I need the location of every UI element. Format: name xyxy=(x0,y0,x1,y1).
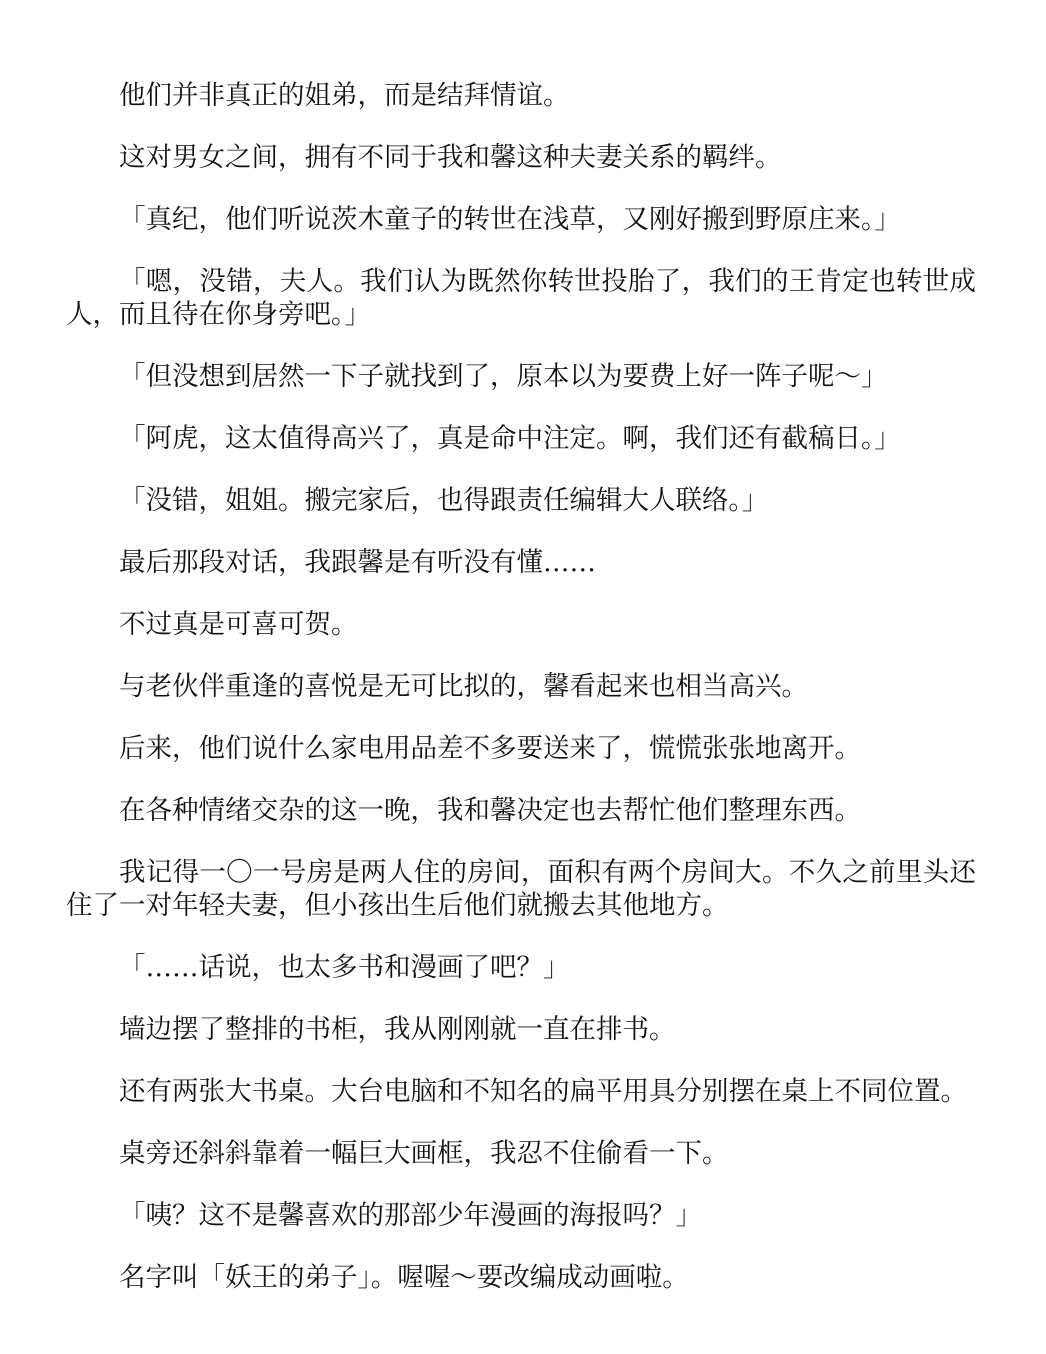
paragraph: 在各种情绪交杂的这一晚，我和馨决定也去帮忙他们整理东西。 xyxy=(119,795,861,826)
paragraph: 「咦？这不是馨喜欢的那部少年漫画的海报吗？」 xyxy=(119,1200,702,1231)
paragraph: 「……话说，也太多书和漫画了吧？」 xyxy=(119,952,570,983)
paragraph: 「真纪，他们听说茨木童子的转世在浅草，又刚好搬到野原庄来。」 xyxy=(119,204,901,235)
paragraph: 不过真是可喜可贺。 xyxy=(119,609,358,640)
paragraph: 他们并非真正的姐弟，而是结拜情谊。 xyxy=(119,80,570,111)
paragraph: 最后那段对话，我跟馨是有听没有懂…… xyxy=(119,547,596,578)
paragraph: 还有两张大书桌。大台电脑和不知名的扁平用具分别摆在桌上不同位置。 xyxy=(119,1076,967,1107)
paragraph: 「嗯，没错，夫人。我们认为既然你转世投胎了，我们的王肯定也转世成人，而且待在你身旁吧。」 xyxy=(66,266,976,330)
paragraph: 这对男女之间，拥有不同于我和馨这种夫妻关系的羁绊。 xyxy=(119,142,782,173)
paragraph: 后来，他们说什么家电用品差不多要送来了，慌慌张张地离开。 xyxy=(119,733,861,764)
document-page xyxy=(66,79,976,1323)
paragraph: 与老伙伴重逢的喜悦是无可比拟的，馨看起来也相当高兴。 xyxy=(119,671,808,702)
paragraph: 我记得一〇一号房是两人住的房间，面积有两个房间大。不久之前里头还住了一对年轻夫妻，但小孩出生后他们就搬去其他地方。 xyxy=(66,857,976,921)
paragraph: 墙边摆了整排的书柜，我从刚刚就一直在排书。 xyxy=(119,1014,676,1045)
paragraph: 「阿虎，这太值得高兴了，真是命中注定。啊，我们还有截稿日。」 xyxy=(119,423,901,454)
paragraph: 「没错，姐姐。搬完家后，也得跟责任编辑大人联络。」 xyxy=(119,485,769,516)
paragraph: 桌旁还斜斜靠着一幅巨大画框，我忍不住偷看一下。 xyxy=(119,1138,729,1169)
paragraph: 名字叫「妖王的弟子」。喔喔～要改编成动画啦。 xyxy=(119,1262,689,1293)
paragraph: 「但没想到居然一下子就找到了，原本以为要费上好一阵子呢～」 xyxy=(119,361,888,392)
